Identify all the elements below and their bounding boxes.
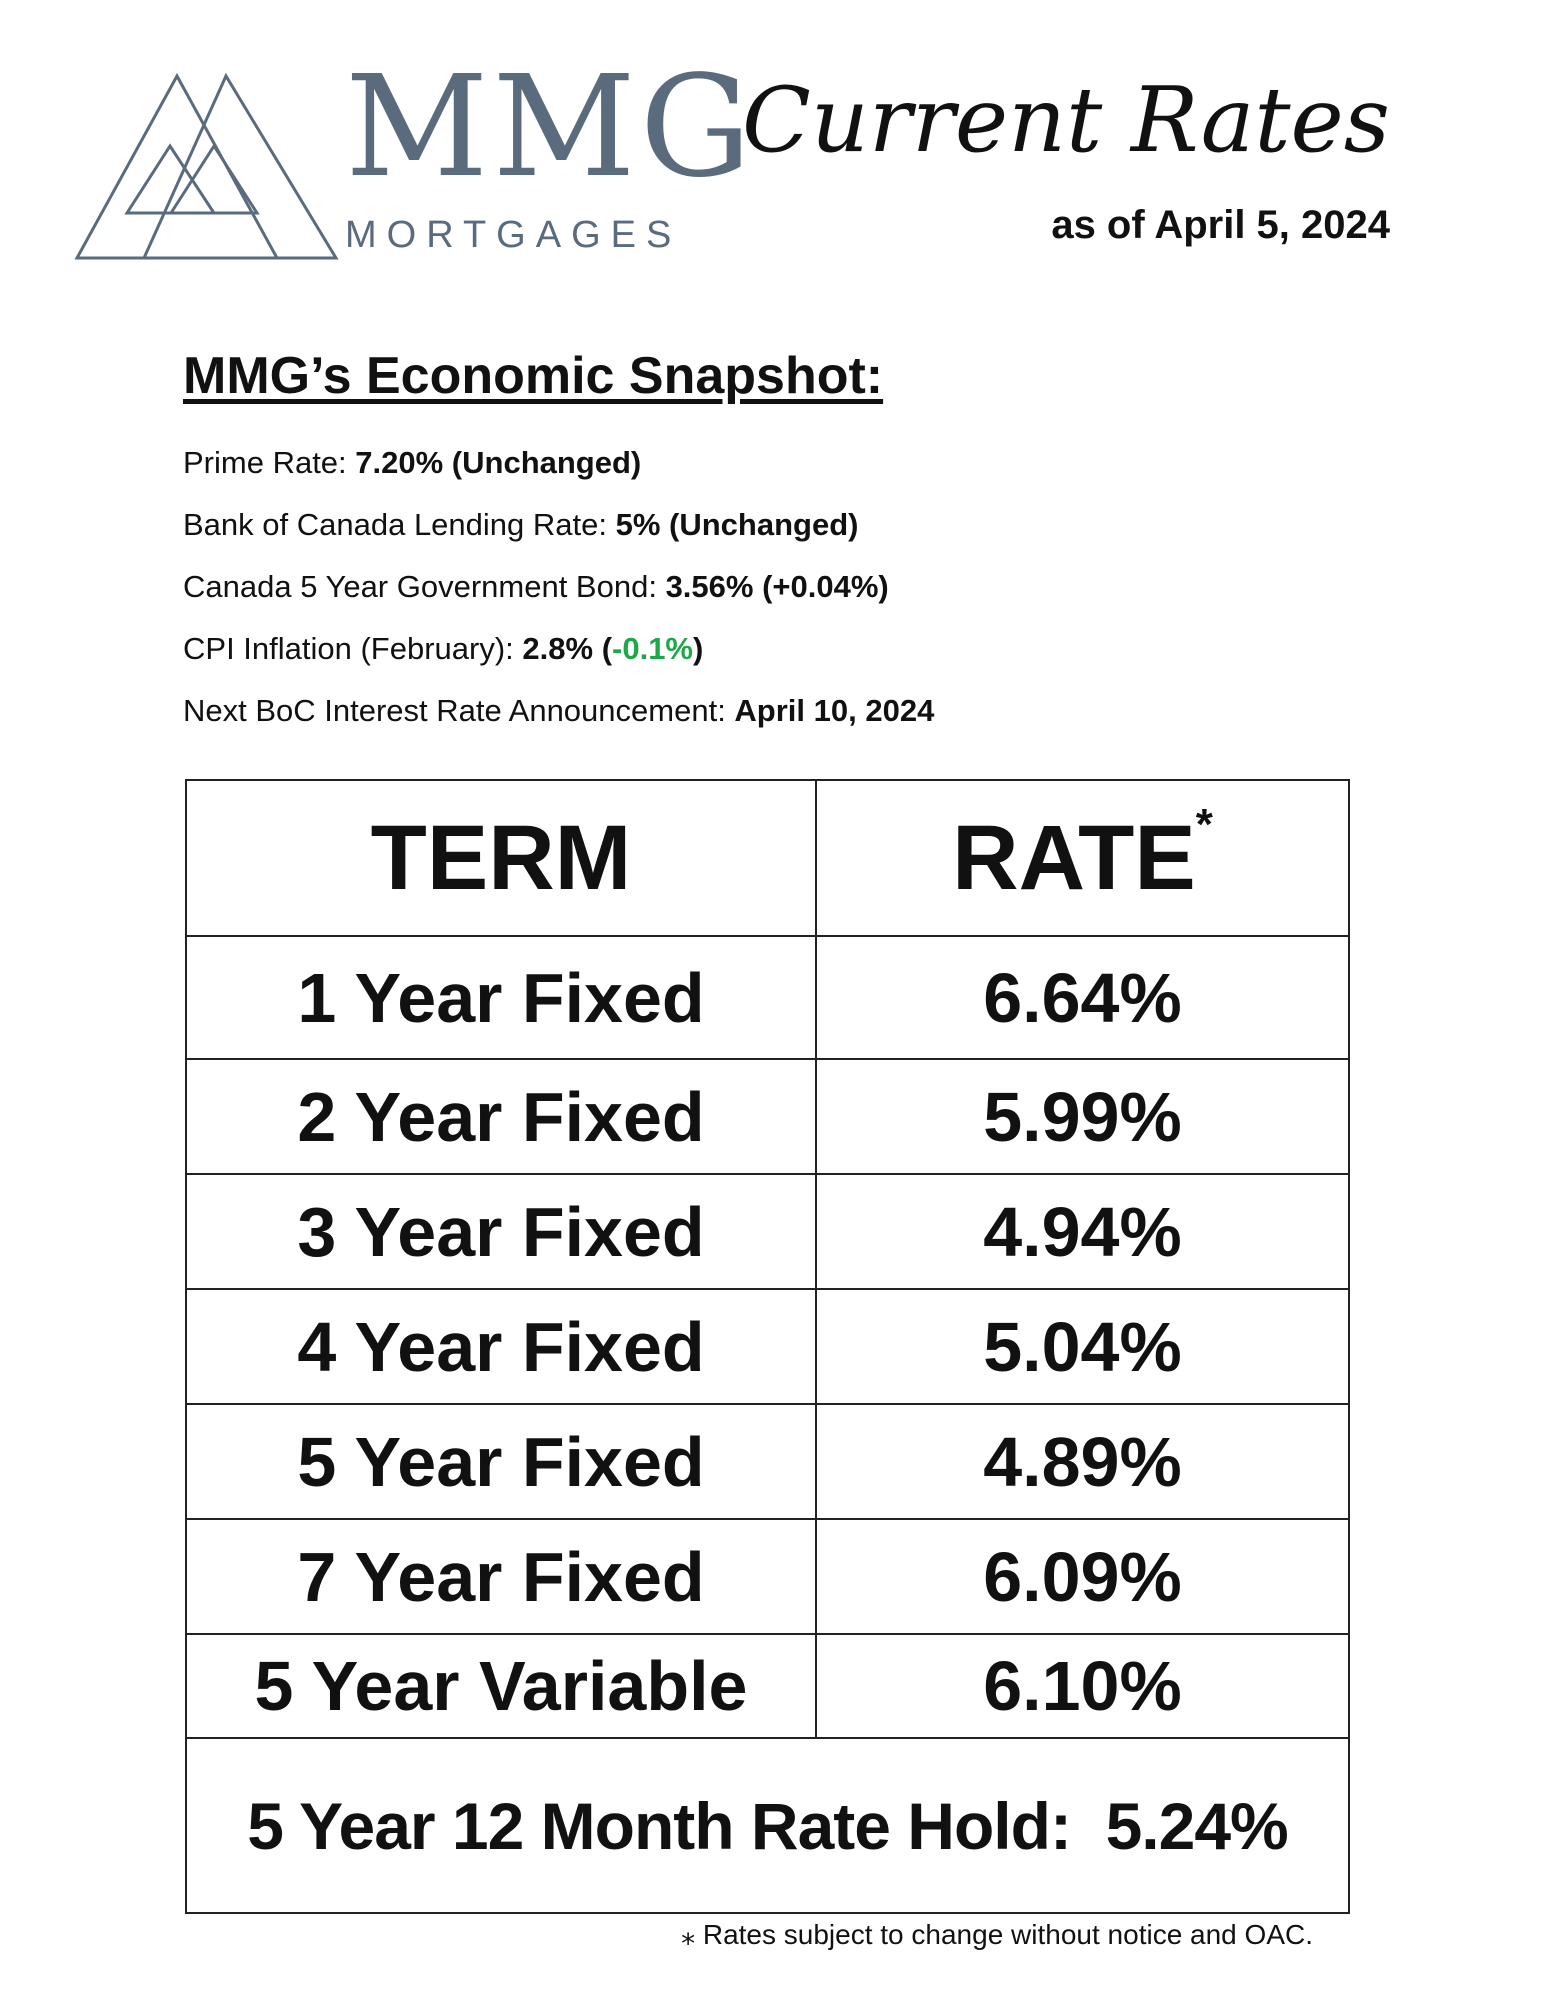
snapshot-label: Canada 5 Year Government Bond: (183, 569, 666, 604)
snapshot-item-boc-lending-rate (183, 494, 934, 556)
snapshot-paren: ( (443, 445, 463, 480)
snapshot-paren: ) (878, 569, 889, 604)
snapshot-item-bond (183, 556, 934, 618)
rate-cell: 6.64% (816, 936, 1349, 1059)
snapshot-value: 2.8% (522, 631, 594, 666)
snapshot-item-next-announcement (183, 680, 934, 742)
rate-cell: 5.04% (816, 1289, 1349, 1404)
rate-hold-cell: 5 Year 12 Month Rate Hold: 5.24% (186, 1738, 1349, 1913)
rate-cell: 5.99% (816, 1059, 1349, 1174)
rate-header-label: RATE (952, 806, 1196, 909)
snapshot-change: Unchanged (462, 445, 631, 480)
snapshot-change: +0.04% (772, 569, 879, 604)
rates-table (185, 779, 1350, 1914)
table-row (186, 1404, 1349, 1519)
term-cell: 7 Year Fixed (186, 1519, 816, 1634)
snapshot-paren: ) (630, 445, 642, 480)
snapshot-change: -0.1% (612, 631, 693, 666)
rate-hold-row (186, 1738, 1349, 1913)
table-row (186, 1634, 1349, 1738)
term-cell: 3 Year Fixed (186, 1174, 816, 1289)
mmg-logo (74, 46, 756, 268)
rate-header (816, 780, 1349, 936)
term-cell: 1 Year Fixed (186, 936, 816, 1059)
snapshot-value: 5% (615, 507, 661, 542)
term-cell: 2 Year Fixed (186, 1059, 816, 1174)
table-row (186, 1519, 1349, 1634)
snapshot-label: Next BoC Interest Rate Announcement: (183, 693, 735, 728)
snapshot-paren: ( (753, 569, 773, 604)
snapshot-paren: ) (693, 631, 704, 666)
rate-cell: 6.10% (816, 1634, 1349, 1738)
snapshot-paren: ( (660, 507, 680, 542)
term-header: TERM (186, 780, 816, 936)
snapshot-label: CPI Inflation (February): (183, 631, 523, 666)
snapshot-paren: ) (848, 507, 859, 542)
term-cell: 5 Year Variable (186, 1634, 816, 1738)
rate-cell: 4.94% (816, 1174, 1349, 1289)
snapshot-label: Prime Rate: (183, 445, 356, 480)
table-row (186, 1059, 1349, 1174)
snapshot-label: Bank of Canada Lending Rate: (183, 507, 616, 542)
snapshot-item-prime-rate (183, 432, 934, 494)
triangle-mountain-icon (74, 68, 344, 268)
logo-subtitle: MORTGAGES (345, 214, 682, 256)
snapshot-change: Unchanged (679, 507, 849, 542)
snapshot-heading: MMG’s Economic Snapshot: (183, 347, 884, 405)
term-cell: 4 Year Fixed (186, 1289, 816, 1404)
snapshot-value: April 10, 2024 (734, 693, 935, 728)
term-cell: 5 Year Fixed (186, 1404, 816, 1519)
snapshot-list (183, 432, 934, 742)
rate-cell: 4.89% (816, 1404, 1349, 1519)
table-row (186, 1174, 1349, 1289)
table-header-row (186, 780, 1349, 936)
logo-wordmark: MMG (345, 46, 756, 209)
snapshot-value: 3.56% (665, 569, 754, 604)
table-row (186, 1289, 1349, 1404)
rates-date: as of April 5, 2024 (1051, 203, 1390, 247)
table-row (186, 936, 1349, 1059)
page-title: Current Rates (742, 68, 1390, 173)
snapshot-item-cpi (183, 618, 934, 680)
rate-cell: 6.09% (816, 1519, 1349, 1634)
snapshot-paren: ( (593, 631, 613, 666)
rate-header-asterisk: * (1195, 799, 1213, 849)
footnote: ⁎ Rates subject to change without notice and OAC. (681, 1919, 1313, 1950)
snapshot-value: 7.20% (355, 445, 444, 480)
